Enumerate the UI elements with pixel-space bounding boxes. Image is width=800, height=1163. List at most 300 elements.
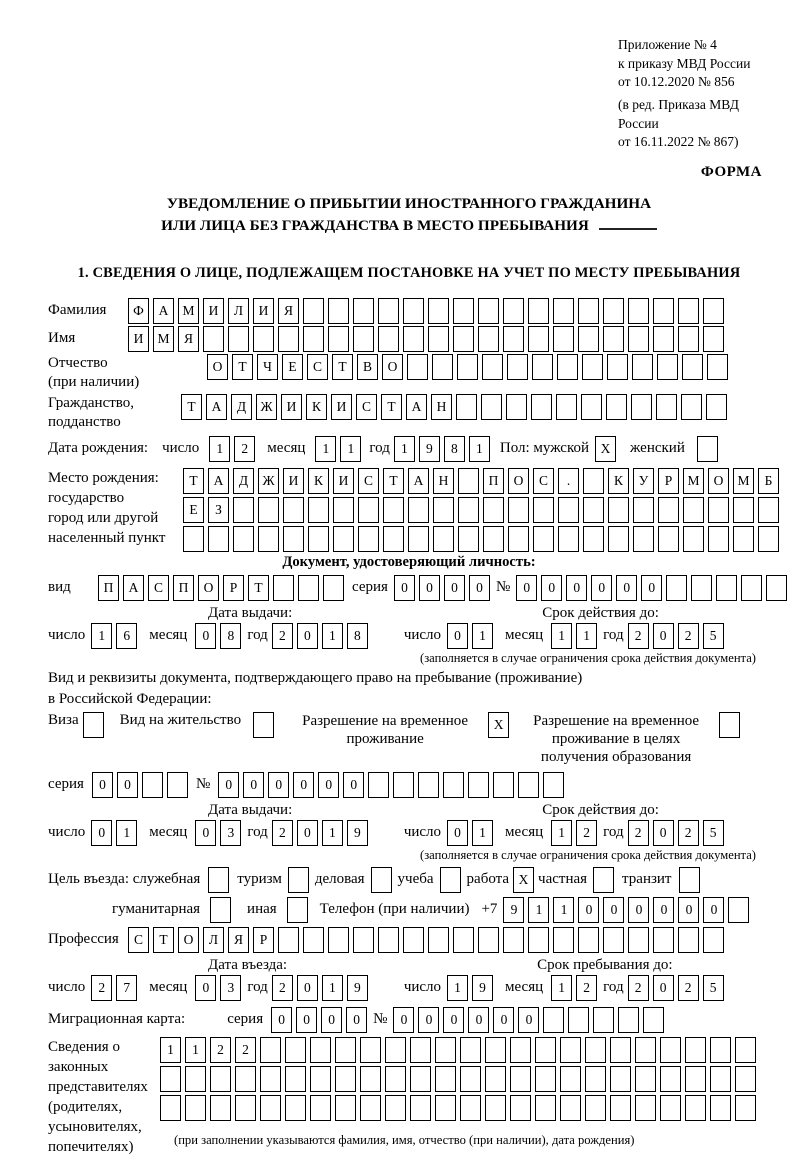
char-cell[interactable] (735, 1095, 756, 1121)
doc-issue-year-input[interactable] (272, 623, 368, 649)
char-cell[interactable]: 1 (528, 897, 549, 923)
char-cell[interactable]: М (178, 298, 199, 324)
char-cell[interactable]: 1 (322, 820, 343, 846)
char-cell[interactable] (508, 526, 529, 552)
char-cell[interactable] (503, 326, 524, 352)
char-cell[interactable]: И (253, 298, 274, 324)
char-cell[interactable] (678, 298, 699, 324)
char-cell[interactable] (593, 867, 614, 893)
char-cell[interactable]: 1 (469, 436, 490, 462)
char-cell[interactable]: Т (232, 354, 253, 380)
char-cell[interactable] (333, 526, 354, 552)
business-checkbox[interactable] (371, 867, 392, 893)
char-cell[interactable] (593, 1007, 614, 1033)
char-cell[interactable] (766, 575, 787, 601)
char-cell[interactable]: 0 (117, 772, 138, 798)
char-cell[interactable]: О (508, 468, 529, 494)
char-cell[interactable]: 0 (703, 897, 724, 923)
char-cell[interactable] (167, 772, 188, 798)
char-cell[interactable] (656, 394, 677, 420)
char-cell[interactable] (483, 526, 504, 552)
char-cell[interactable] (685, 1037, 706, 1063)
char-cell[interactable] (185, 1095, 206, 1121)
char-cell[interactable]: 9 (347, 820, 368, 846)
char-cell[interactable] (360, 1037, 381, 1063)
surname-input[interactable] (128, 298, 724, 324)
char-cell[interactable] (585, 1037, 606, 1063)
char-cell[interactable] (183, 526, 204, 552)
char-cell[interactable] (408, 497, 429, 523)
char-cell[interactable] (460, 1037, 481, 1063)
char-cell[interactable]: Я (178, 326, 199, 352)
char-cell[interactable]: О (207, 354, 228, 380)
char-cell[interactable]: 1 (576, 623, 597, 649)
patronymic-input[interactable] (207, 354, 728, 380)
char-cell[interactable]: И (281, 394, 302, 420)
char-cell[interactable]: С (128, 927, 149, 953)
char-cell[interactable] (453, 326, 474, 352)
char-cell[interactable]: 1 (91, 623, 112, 649)
char-cell[interactable]: 8 (444, 436, 465, 462)
char-cell[interactable] (408, 526, 429, 552)
char-cell[interactable] (478, 326, 499, 352)
char-cell[interactable] (628, 927, 649, 953)
char-cell[interactable] (685, 1095, 706, 1121)
char-cell[interactable]: Р (223, 575, 244, 601)
birth-year-input[interactable] (394, 436, 490, 462)
char-cell[interactable] (360, 1095, 381, 1121)
char-cell[interactable] (358, 526, 379, 552)
char-cell[interactable] (628, 298, 649, 324)
char-cell[interactable] (383, 526, 404, 552)
char-cell[interactable]: 1 (472, 623, 493, 649)
char-cell[interactable]: А (153, 298, 174, 324)
char-cell[interactable] (203, 326, 224, 352)
char-cell[interactable] (703, 927, 724, 953)
char-cell[interactable] (610, 1095, 631, 1121)
char-cell[interactable]: П (173, 575, 194, 601)
char-cell[interactable]: 0 (297, 623, 318, 649)
char-cell[interactable] (253, 712, 274, 738)
char-cell[interactable]: 0 (318, 772, 339, 798)
char-cell[interactable] (631, 394, 652, 420)
stay-day-input[interactable] (447, 975, 493, 1001)
char-cell[interactable]: 9 (503, 897, 524, 923)
resid-issue-day-input[interactable] (91, 820, 137, 846)
char-cell[interactable] (287, 897, 308, 923)
char-cell[interactable] (403, 927, 424, 953)
char-cell[interactable] (553, 326, 574, 352)
char-cell[interactable] (628, 326, 649, 352)
char-cell[interactable] (618, 1007, 639, 1033)
resid-issue-month-input[interactable] (195, 820, 241, 846)
char-cell[interactable]: 0 (243, 772, 264, 798)
char-cell[interactable]: С (307, 354, 328, 380)
char-cell[interactable]: А (208, 468, 229, 494)
char-cell[interactable]: 2 (628, 975, 649, 1001)
char-cell[interactable]: Ч (257, 354, 278, 380)
birthplace-row1-input[interactable] (183, 468, 779, 494)
char-cell[interactable] (678, 927, 699, 953)
temp-permit-checkbox[interactable] (488, 712, 509, 738)
char-cell[interactable]: 2 (272, 975, 293, 1001)
char-cell[interactable]: 2 (576, 820, 597, 846)
char-cell[interactable] (410, 1037, 431, 1063)
doc-series-input[interactable] (394, 575, 490, 601)
entry-day-input[interactable] (91, 975, 137, 1001)
entry-month-input[interactable] (195, 975, 241, 1001)
char-cell[interactable] (710, 1037, 731, 1063)
char-cell[interactable]: 2 (678, 975, 699, 1001)
char-cell[interactable] (533, 526, 554, 552)
char-cell[interactable]: И (128, 326, 149, 352)
char-cell[interactable] (371, 867, 392, 893)
char-cell[interactable] (83, 712, 104, 738)
char-cell[interactable] (335, 1095, 356, 1121)
char-cell[interactable] (478, 927, 499, 953)
char-cell[interactable] (308, 526, 329, 552)
migr-number-input[interactable] (393, 1007, 664, 1033)
char-cell[interactable] (603, 927, 624, 953)
char-cell[interactable] (719, 712, 740, 738)
char-cell[interactable]: 0 (321, 1007, 342, 1033)
char-cell[interactable] (160, 1066, 181, 1092)
char-cell[interactable] (368, 772, 389, 798)
char-cell[interactable] (531, 394, 552, 420)
char-cell[interactable]: П (483, 468, 504, 494)
char-cell[interactable] (468, 772, 489, 798)
char-cell[interactable]: О (708, 468, 729, 494)
char-cell[interactable] (283, 497, 304, 523)
private-checkbox[interactable] (593, 867, 614, 893)
visa-checkbox[interactable] (83, 712, 104, 738)
char-cell[interactable] (733, 497, 754, 523)
char-cell[interactable] (716, 575, 737, 601)
char-cell[interactable] (228, 326, 249, 352)
char-cell[interactable] (528, 927, 549, 953)
char-cell[interactable] (632, 354, 653, 380)
char-cell[interactable]: О (382, 354, 403, 380)
char-cell[interactable] (403, 298, 424, 324)
char-cell[interactable] (453, 298, 474, 324)
char-cell[interactable]: Д (231, 394, 252, 420)
char-cell[interactable] (678, 326, 699, 352)
char-cell[interactable] (353, 326, 374, 352)
other-checkbox[interactable] (287, 897, 308, 923)
char-cell[interactable] (658, 526, 679, 552)
char-cell[interactable]: 0 (641, 575, 662, 601)
char-cell[interactable]: 1 (553, 897, 574, 923)
char-cell[interactable]: Р (253, 927, 274, 953)
char-cell[interactable]: 0 (566, 575, 587, 601)
char-cell[interactable]: 1 (116, 820, 137, 846)
char-cell[interactable]: Т (153, 927, 174, 953)
char-cell[interactable] (208, 526, 229, 552)
char-cell[interactable] (428, 298, 449, 324)
char-cell[interactable]: 1 (185, 1037, 206, 1063)
char-cell[interactable] (328, 927, 349, 953)
char-cell[interactable] (360, 1066, 381, 1092)
char-cell[interactable] (585, 1095, 606, 1121)
migr-series-input[interactable] (271, 1007, 367, 1033)
char-cell[interactable]: О (198, 575, 219, 601)
char-cell[interactable] (660, 1066, 681, 1092)
doc-valid-year-input[interactable] (628, 623, 724, 649)
char-cell[interactable]: О (178, 927, 199, 953)
char-cell[interactable]: 0 (603, 897, 624, 923)
char-cell[interactable] (578, 298, 599, 324)
char-cell[interactable] (333, 497, 354, 523)
char-cell[interactable] (606, 394, 627, 420)
char-cell[interactable]: 0 (628, 897, 649, 923)
char-cell[interactable] (610, 1037, 631, 1063)
char-cell[interactable] (558, 526, 579, 552)
char-cell[interactable]: 5 (703, 820, 724, 846)
char-cell[interactable]: 1 (551, 623, 572, 649)
char-cell[interactable]: Р (658, 468, 679, 494)
char-cell[interactable] (443, 772, 464, 798)
sex-female-checkbox[interactable] (697, 436, 718, 462)
char-cell[interactable] (741, 575, 762, 601)
char-cell[interactable]: 0 (578, 897, 599, 923)
char-cell[interactable] (691, 575, 712, 601)
char-cell[interactable] (518, 772, 539, 798)
char-cell[interactable] (278, 927, 299, 953)
char-cell[interactable]: 0 (346, 1007, 367, 1033)
char-cell[interactable] (460, 1095, 481, 1121)
char-cell[interactable] (708, 497, 729, 523)
char-cell[interactable]: Н (431, 394, 452, 420)
char-cell[interactable] (683, 497, 704, 523)
char-cell[interactable]: 7 (116, 975, 137, 1001)
char-cell[interactable]: 0 (394, 575, 415, 601)
char-cell[interactable] (535, 1066, 556, 1092)
char-cell[interactable]: 8 (347, 623, 368, 649)
char-cell[interactable] (557, 354, 578, 380)
char-cell[interactable] (643, 1007, 664, 1033)
char-cell[interactable] (435, 1037, 456, 1063)
char-cell[interactable]: 0 (343, 772, 364, 798)
humanitarian-checkbox[interactable] (210, 897, 231, 923)
resid-series-input[interactable] (92, 772, 188, 798)
resid-valid-month-input[interactable] (551, 820, 597, 846)
resid-number-input[interactable] (218, 772, 564, 798)
char-cell[interactable]: 0 (516, 575, 537, 601)
char-cell[interactable]: Д (233, 468, 254, 494)
char-cell[interactable] (435, 1095, 456, 1121)
char-cell[interactable] (353, 927, 374, 953)
char-cell[interactable] (233, 497, 254, 523)
char-cell[interactable] (407, 354, 428, 380)
char-cell[interactable] (432, 354, 453, 380)
char-cell[interactable]: 0 (218, 772, 239, 798)
char-cell[interactable]: И (283, 468, 304, 494)
char-cell[interactable] (308, 497, 329, 523)
char-cell[interactable]: 9 (419, 436, 440, 462)
char-cell[interactable] (535, 1095, 556, 1121)
char-cell[interactable] (507, 354, 528, 380)
char-cell[interactable]: 2 (91, 975, 112, 1001)
char-cell[interactable]: 1 (551, 975, 572, 1001)
char-cell[interactable] (653, 326, 674, 352)
char-cell[interactable]: Л (228, 298, 249, 324)
char-cell[interactable] (682, 354, 703, 380)
char-cell[interactable] (560, 1066, 581, 1092)
birth-day-input[interactable] (209, 436, 255, 462)
char-cell[interactable]: 0 (271, 1007, 292, 1033)
char-cell[interactable]: Ж (258, 468, 279, 494)
char-cell[interactable]: 0 (293, 772, 314, 798)
char-cell[interactable] (553, 298, 574, 324)
char-cell[interactable] (657, 354, 678, 380)
char-cell[interactable] (608, 526, 629, 552)
char-cell[interactable] (310, 1037, 331, 1063)
char-cell[interactable]: 0 (268, 772, 289, 798)
char-cell[interactable]: X (513, 867, 534, 893)
char-cell[interactable]: 0 (444, 575, 465, 601)
char-cell[interactable] (310, 1066, 331, 1092)
char-cell[interactable] (556, 394, 577, 420)
char-cell[interactable]: 0 (469, 575, 490, 601)
char-cell[interactable] (543, 1007, 564, 1033)
char-cell[interactable]: 0 (443, 1007, 464, 1033)
char-cell[interactable]: А (123, 575, 144, 601)
char-cell[interactable]: 0 (297, 820, 318, 846)
char-cell[interactable] (460, 1066, 481, 1092)
char-cell[interactable]: 5 (703, 623, 724, 649)
legal-row3-input[interactable] (160, 1095, 756, 1121)
char-cell[interactable] (543, 772, 564, 798)
char-cell[interactable] (288, 867, 309, 893)
entry-year-input[interactable] (272, 975, 368, 1001)
char-cell[interactable] (383, 497, 404, 523)
char-cell[interactable] (708, 526, 729, 552)
char-cell[interactable]: Ж (256, 394, 277, 420)
char-cell[interactable] (735, 1066, 756, 1092)
name-input[interactable] (128, 326, 724, 352)
char-cell[interactable] (235, 1095, 256, 1121)
tourism-checkbox[interactable] (288, 867, 309, 893)
char-cell[interactable] (303, 326, 324, 352)
char-cell[interactable]: К (608, 468, 629, 494)
char-cell[interactable] (378, 298, 399, 324)
char-cell[interactable] (528, 326, 549, 352)
char-cell[interactable] (603, 326, 624, 352)
char-cell[interactable] (603, 298, 624, 324)
char-cell[interactable] (458, 497, 479, 523)
char-cell[interactable] (510, 1095, 531, 1121)
transit-checkbox[interactable] (679, 867, 700, 893)
char-cell[interactable] (323, 575, 344, 601)
char-cell[interactable]: 1 (472, 820, 493, 846)
char-cell[interactable] (410, 1066, 431, 1092)
work-checkbox[interactable] (513, 867, 534, 893)
char-cell[interactable]: 0 (653, 897, 674, 923)
char-cell[interactable] (385, 1037, 406, 1063)
char-cell[interactable]: 1 (209, 436, 230, 462)
char-cell[interactable] (510, 1066, 531, 1092)
char-cell[interactable]: Н (433, 468, 454, 494)
char-cell[interactable] (403, 326, 424, 352)
char-cell[interactable]: 0 (419, 575, 440, 601)
char-cell[interactable]: 3 (220, 820, 241, 846)
char-cell[interactable]: С (148, 575, 169, 601)
char-cell[interactable] (635, 1095, 656, 1121)
char-cell[interactable] (503, 298, 524, 324)
char-cell[interactable]: Т (183, 468, 204, 494)
char-cell[interactable]: 0 (418, 1007, 439, 1033)
char-cell[interactable]: X (488, 712, 509, 738)
char-cell[interactable]: А (206, 394, 227, 420)
char-cell[interactable] (558, 497, 579, 523)
char-cell[interactable] (583, 526, 604, 552)
char-cell[interactable]: М (683, 468, 704, 494)
char-cell[interactable] (508, 497, 529, 523)
char-cell[interactable]: 0 (92, 772, 113, 798)
char-cell[interactable] (260, 1037, 281, 1063)
char-cell[interactable] (560, 1037, 581, 1063)
char-cell[interactable] (385, 1095, 406, 1121)
char-cell[interactable]: Е (183, 497, 204, 523)
char-cell[interactable]: 0 (468, 1007, 489, 1033)
citizenship-input[interactable] (181, 394, 727, 420)
temp-permit-edu-checkbox[interactable] (719, 712, 740, 738)
char-cell[interactable] (258, 526, 279, 552)
char-cell[interactable] (653, 927, 674, 953)
char-cell[interactable]: 1 (322, 623, 343, 649)
char-cell[interactable] (703, 326, 724, 352)
char-cell[interactable] (582, 354, 603, 380)
char-cell[interactable] (728, 897, 749, 923)
char-cell[interactable]: 1 (315, 436, 336, 462)
doc-valid-month-input[interactable] (551, 623, 597, 649)
resid-valid-year-input[interactable] (628, 820, 724, 846)
char-cell[interactable] (560, 1095, 581, 1121)
char-cell[interactable] (210, 897, 231, 923)
char-cell[interactable]: 0 (541, 575, 562, 601)
birth-month-input[interactable] (315, 436, 361, 462)
char-cell[interactable]: П (98, 575, 119, 601)
char-cell[interactable] (703, 298, 724, 324)
char-cell[interactable] (707, 354, 728, 380)
char-cell[interactable]: 2 (235, 1037, 256, 1063)
char-cell[interactable] (273, 575, 294, 601)
char-cell[interactable]: 6 (116, 623, 137, 649)
char-cell[interactable]: З (208, 497, 229, 523)
char-cell[interactable] (278, 326, 299, 352)
resid-issue-year-input[interactable] (272, 820, 368, 846)
char-cell[interactable]: 0 (653, 975, 674, 1001)
char-cell[interactable]: А (408, 468, 429, 494)
char-cell[interactable]: 3 (220, 975, 241, 1001)
char-cell[interactable]: С (533, 468, 554, 494)
char-cell[interactable]: 0 (653, 820, 674, 846)
char-cell[interactable] (506, 394, 527, 420)
char-cell[interactable] (303, 927, 324, 953)
char-cell[interactable] (633, 497, 654, 523)
char-cell[interactable]: Т (383, 468, 404, 494)
char-cell[interactable]: 0 (616, 575, 637, 601)
char-cell[interactable] (457, 354, 478, 380)
char-cell[interactable] (635, 1037, 656, 1063)
char-cell[interactable]: 0 (195, 975, 216, 1001)
residence-permit-checkbox[interactable] (253, 712, 274, 738)
char-cell[interactable]: 9 (472, 975, 493, 1001)
char-cell[interactable] (298, 575, 319, 601)
char-cell[interactable] (253, 326, 274, 352)
char-cell[interactable] (660, 1037, 681, 1063)
char-cell[interactable]: 0 (493, 1007, 514, 1033)
